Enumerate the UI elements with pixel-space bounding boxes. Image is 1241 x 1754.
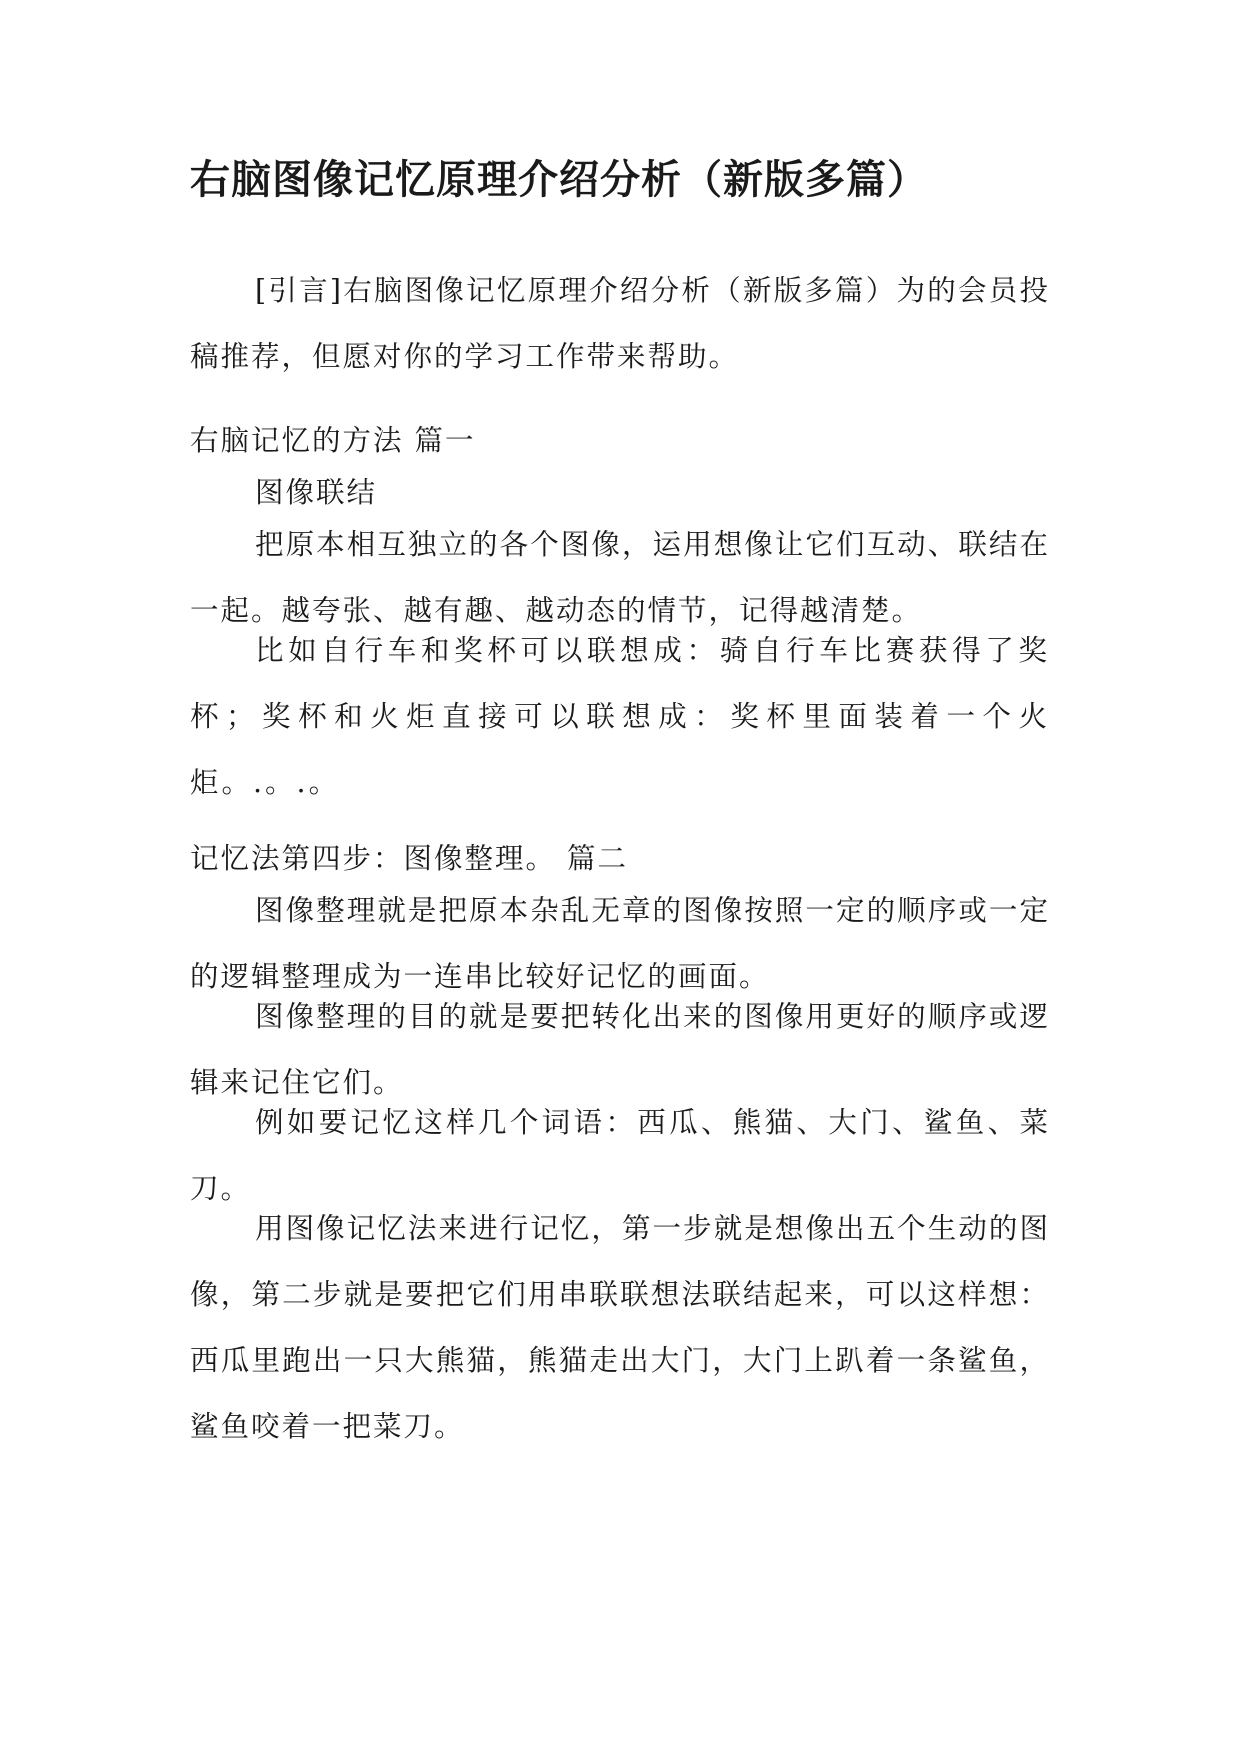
- intro-paragraph: [引言]右脑图像记忆原理介绍分析（新版多篇）为的会员投稿推荐，但愿对你的学习工作带来帮助。: [190, 274, 1050, 373]
- body-paragraph: 图像整理就是把原本杂乱无章的图像按照一定的顺序或一定的逻辑整理成为一连串比较好记忆的画面。: [190, 894, 1050, 993]
- body-paragraph: 用图像记忆法来进行记忆，第一步就是想像出五个生动的图像，第二步就是要把它们用串联联想法联结起来，可以这样想：西瓜里跑出一只大熊猫，熊猫走出大门，大门上趴着一条鲨鱼，鲨鱼咬着一把菜刀。: [190, 1212, 1050, 1443]
- section-heading: 记忆法第四步：图像整理。 篇二: [190, 842, 629, 875]
- section-heading: 右脑记忆的方法 篇一: [190, 424, 476, 457]
- body-paragraph: 图像整理的目的就是要把转化出来的图像用更好的顺序或逻辑来记住它们。: [190, 1000, 1050, 1099]
- body-paragraph: 比如自行车和奖杯可以联想成：骑自行车比赛获得了奖杯；奖杯和火炬直接可以联想成：奖杯里面装着一个火炬。.。.。: [190, 634, 1050, 799]
- document-title: 右脑图像记忆原理介绍分析（新版多篇）: [190, 157, 928, 203]
- body-paragraph: 把原本相互独立的各个图像，运用想像让它们互动、联结在一起。越夸张、越有趣、越动态的情节，记得越清楚。: [190, 528, 1050, 627]
- section-subheading: 图像联结: [255, 476, 378, 509]
- body-paragraph: 例如要记忆这样几个词语：西瓜、熊猫、大门、鲨鱼、菜刀。: [190, 1106, 1050, 1205]
